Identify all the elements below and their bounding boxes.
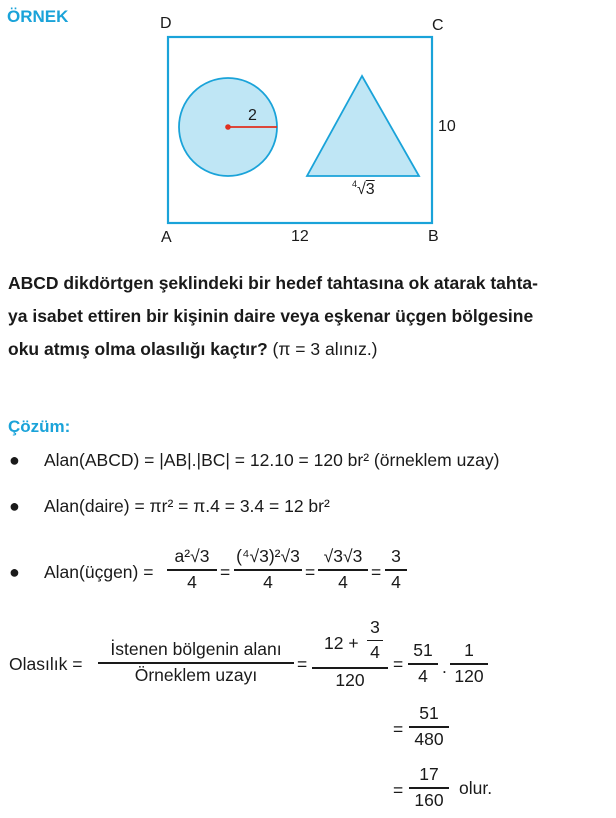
fraction-numerator: 51 — [413, 640, 433, 660]
fraction-denominator: 4 — [391, 571, 401, 592]
vertex-a-label: A — [161, 229, 172, 246]
bullet-icon: ● — [9, 496, 20, 516]
fraction-numerator: a²√3 — [174, 546, 210, 566]
fraction-bar — [409, 726, 449, 728]
question-note: (π = 3 alınız.) — [272, 339, 378, 359]
question-line-3 — [8, 333, 613, 366]
fraction-51-over-4 — [408, 640, 438, 687]
equals-sign: = — [297, 654, 308, 674]
bullet-icon: ● — [9, 562, 20, 582]
fraction-numerator: 17 — [419, 764, 439, 784]
radical-sign: √ — [357, 181, 366, 198]
probability-lhs: Olasılık = — [9, 654, 83, 674]
fraction-numerator: 51 — [419, 703, 439, 723]
fraction-bar — [234, 569, 302, 571]
bullet-1-text: Alan(ABCD) = |AB|.|BC| = 12.10 = 120 br² (örneklem uzay) — [44, 450, 500, 470]
fraction-denominator: Örneklem uzayı — [134, 664, 258, 685]
fraction-bar — [409, 787, 449, 789]
example-label: ÖRNEK — [7, 7, 69, 26]
bullet-3-lhs: Alan(üçgen) = — [44, 562, 154, 582]
fraction-denominator: 120 — [335, 670, 365, 690]
fraction-numerator-prefix: 12 + — [324, 633, 359, 653]
fraction-bar — [98, 662, 294, 664]
fraction-bar — [450, 663, 488, 665]
fraction-a2-root3-over-4 — [167, 546, 217, 593]
question-line-2: ya isabet ettiren bir kişinin daire veya eşkenar üçgen bölgesine — [8, 306, 534, 326]
bullet-icon: ● — [9, 450, 20, 470]
figure-drawing — [0, 0, 616, 250]
question-line-1: ABCD dikdörtgen şeklindeki bir hedef tahtasına ok atarak tahta- — [8, 273, 538, 293]
equals-sign: = — [393, 780, 404, 800]
fraction-denominator: 480 — [414, 728, 444, 749]
root-index: 4 — [352, 179, 358, 189]
solution-label: Çözüm: — [8, 417, 71, 436]
fraction-wanted-over-sample — [98, 639, 294, 686]
fraction-bar — [318, 569, 368, 571]
equals-sign: = — [305, 562, 316, 582]
fraction-numerator: (⁴√3)²√3 — [236, 546, 300, 566]
bullet-2-text: Alan(daire) = πr² = π.4 = 3.4 = 12 br² — [44, 496, 330, 516]
fraction-bar — [312, 667, 388, 669]
fraction-1-over-120 — [450, 640, 488, 687]
fraction-numerator: İstenen bölgenin alanı — [110, 639, 282, 659]
triangle-side-label — [352, 181, 375, 199]
fraction-inner-3-over-4 — [367, 617, 383, 663]
fraction-denominator: 4 — [370, 642, 380, 663]
fraction-17-over-160 — [409, 764, 449, 811]
vertex-b-label: B — [428, 228, 439, 245]
fraction-numerator: √3√3 — [323, 546, 363, 566]
question-line-3-text: oku atmış olma olasılığı kaçtır? — [8, 339, 268, 359]
fraction-bar — [167, 569, 217, 571]
fraction-denominator: 160 — [414, 789, 444, 810]
vertex-c-label: C — [432, 17, 444, 34]
vertex-d-label: D — [160, 15, 172, 32]
fraction-compound — [312, 617, 388, 692]
fraction-denominator: 4 — [187, 571, 197, 592]
fraction-51-over-480 — [409, 703, 449, 750]
equals-sign: = — [371, 562, 382, 582]
fraction-denominator: 120 — [454, 665, 484, 686]
fraction-denominator: 4 — [418, 665, 428, 686]
fraction-bar — [385, 569, 407, 571]
fraction-denominator: 4 — [263, 571, 273, 592]
radicand: 3 — [365, 181, 375, 198]
equals-sign: = — [393, 654, 404, 674]
multiplication-dot: . — [442, 657, 447, 677]
equals-sign: = — [220, 562, 231, 582]
equals-sign: = — [393, 719, 404, 739]
fraction-denominator: 4 — [338, 571, 348, 592]
fraction-numerator: 1 — [464, 640, 474, 660]
fraction-bar — [408, 663, 438, 665]
side-ab-label: 12 — [291, 228, 309, 245]
circle-center-point — [225, 124, 231, 130]
fraction-numerator: 3 — [370, 617, 380, 637]
fraction-root-squared-over-4 — [234, 546, 302, 593]
fraction-3-over-4 — [385, 546, 407, 593]
fraction-root3-root3-over-4 — [318, 546, 368, 593]
fraction-bar — [367, 640, 383, 641]
result-suffix: olur. — [459, 778, 493, 798]
fraction-numerator: 3 — [391, 546, 401, 566]
side-bc-label: 10 — [438, 118, 456, 135]
radius-label: 2 — [248, 107, 257, 124]
